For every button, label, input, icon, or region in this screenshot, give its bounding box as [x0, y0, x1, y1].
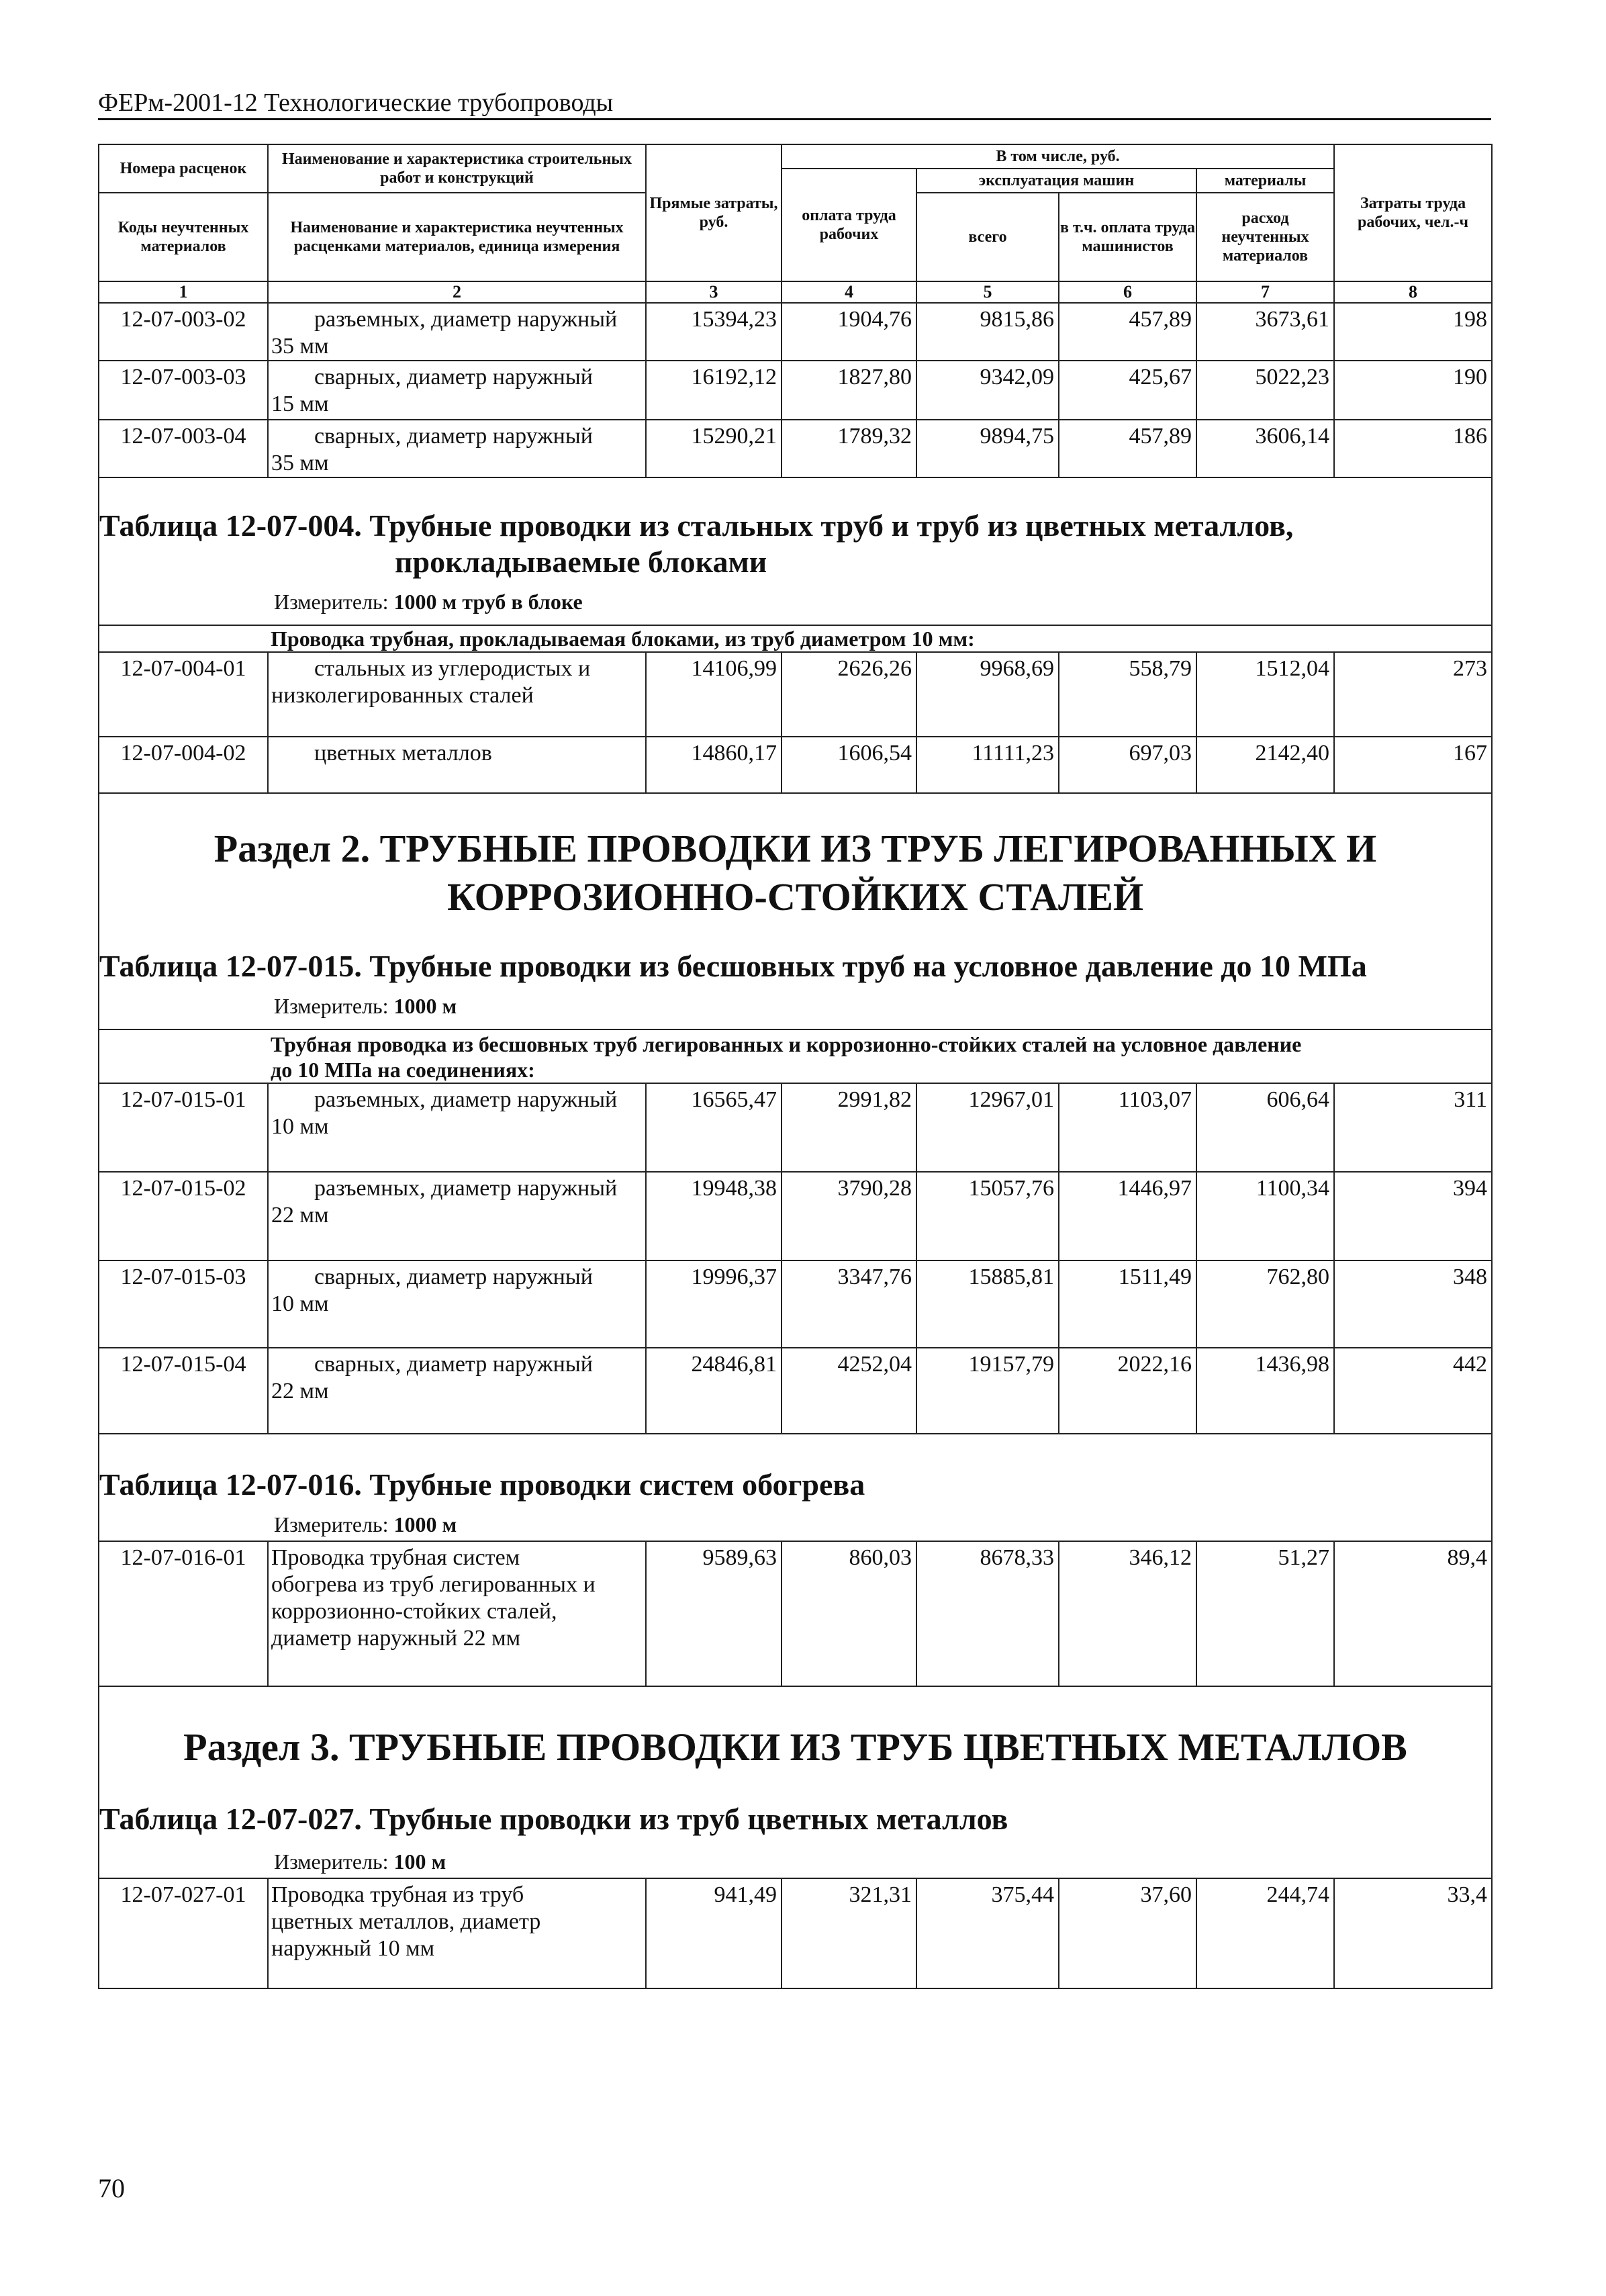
row-direct: 14860,17 — [646, 737, 782, 793]
row-code: 12-07-004-01 — [99, 652, 268, 737]
table-027-title: Таблица 12-07-027. Трубные проводки из труб цветных металлов — [99, 1802, 1008, 1836]
row-machines: 15057,76 — [916, 1172, 1059, 1260]
page-header-title: ФЕРм-2001-12 Технологические трубопроводы — [98, 89, 614, 117]
row-materials: 3606,14 — [1196, 420, 1334, 477]
row-labor: 4252,04 — [782, 1348, 916, 1434]
measure-value: 1000 м труб в блоке — [393, 590, 583, 614]
measure-label: Измеритель: — [274, 1849, 389, 1874]
row-name-line: Проводка трубная систем — [271, 1545, 520, 1570]
measure-value: 100 м — [393, 1849, 446, 1874]
row-labor: 1606,54 — [782, 737, 916, 793]
row-machinists: 457,89 — [1059, 420, 1196, 477]
row-name-line: сварных, диаметр наружный — [314, 424, 593, 449]
table-016-measure — [99, 1511, 1491, 1538]
row-name — [268, 303, 646, 361]
row-name — [268, 1878, 646, 1988]
col-num: 5 — [916, 281, 1059, 303]
row-direct: 9589,63 — [646, 1541, 782, 1686]
row-name — [268, 361, 646, 420]
row-machines: 9342,09 — [916, 361, 1059, 420]
row-labor-cost: 33,4 — [1334, 1878, 1492, 1988]
row-direct: 19948,38 — [646, 1172, 782, 1260]
row-name-line: диаметр наружный 22 мм — [271, 1626, 521, 1651]
row-code: 12-07-003-03 — [99, 361, 268, 420]
row-labor: 1904,76 — [782, 303, 916, 361]
row-name — [268, 420, 646, 477]
row-name-line: обогрева из труб легированных и — [271, 1572, 596, 1597]
header-machines: эксплуатация машин — [916, 169, 1196, 193]
row-code: 12-07-015-01 — [99, 1083, 268, 1172]
column-numbers-row — [99, 281, 1492, 303]
row-name-line: 35 мм — [271, 334, 329, 359]
row-name-line: 10 мм — [271, 1291, 329, 1316]
row-machinists: 37,60 — [1059, 1878, 1196, 1988]
header-codes-bottom: Коды неучтенных материалов — [99, 193, 268, 281]
table-004-heading — [99, 477, 1492, 625]
row-name-line: 22 мм — [271, 1203, 329, 1228]
row-code: 12-07-015-03 — [99, 1260, 268, 1348]
row-labor: 1827,80 — [782, 361, 916, 420]
row-machines: 9894,75 — [916, 420, 1059, 477]
row-labor: 321,31 — [782, 1878, 916, 1988]
header-labor-cost: Затраты труда рабочих, чел.-ч — [1334, 144, 1492, 281]
measure-value: 1000 м — [393, 994, 457, 1018]
col-num: 7 — [1196, 281, 1334, 303]
row-materials: 1100,34 — [1196, 1172, 1334, 1260]
row-labor: 3347,76 — [782, 1260, 916, 1348]
row-name-line: цветных металлов — [314, 741, 492, 766]
row-name-line: 22 мм — [271, 1379, 329, 1404]
section-2-heading — [99, 793, 1492, 1029]
section-2-title — [99, 825, 1491, 921]
header-codes-top: Номера расценок — [99, 144, 268, 193]
row-name-line: цветных металлов, диаметр — [271, 1909, 541, 1934]
row-materials: 2142,40 — [1196, 737, 1334, 793]
row-labor-cost: 186 — [1334, 420, 1492, 477]
table-row — [99, 1541, 1492, 1686]
table-row — [99, 737, 1492, 793]
row-name-line: коррозионно-стойких сталей, — [271, 1599, 557, 1624]
col-num: 4 — [782, 281, 916, 303]
table-004-subheading: Проводка трубная, прокладываемая блоками, из труб диаметром 10 мм: — [268, 625, 1492, 652]
row-code: 12-07-003-02 — [99, 303, 268, 361]
row-labor: 860,03 — [782, 1541, 916, 1686]
row-name-line: разъемных, диаметр наружный — [314, 307, 618, 332]
row-direct: 16192,12 — [646, 361, 782, 420]
row-name — [268, 1260, 646, 1348]
row-machinists: 425,67 — [1059, 361, 1196, 420]
row-labor: 2626,26 — [782, 652, 916, 737]
row-name-line: низколегированных сталей — [271, 683, 534, 708]
row-code: 12-07-003-04 — [99, 420, 268, 477]
row-name-line: сварных, диаметр наружный — [314, 365, 593, 389]
row-name — [268, 1083, 646, 1172]
measure-value: 1000 м — [393, 1512, 457, 1536]
table-015-sub-row — [99, 1029, 1492, 1083]
row-name-line: 15 мм — [271, 392, 329, 416]
table-015-title: Таблица 12-07-015. Трубные проводки из бесшовных труб на условное давление до 10 МПа — [99, 949, 1367, 983]
header-rule — [98, 118, 1491, 120]
row-machinists: 697,03 — [1059, 737, 1196, 793]
row-machines: 375,44 — [916, 1878, 1059, 1988]
header-materials-sub: расход неучтенных материалов — [1196, 193, 1334, 281]
table-row — [99, 1083, 1492, 1172]
table-row — [99, 1348, 1492, 1434]
header-machines-total: всего — [916, 193, 1059, 281]
table-016-title: Таблица 12-07-016. Трубные проводки систем обогрева — [99, 1467, 865, 1502]
row-materials: 606,64 — [1196, 1083, 1334, 1172]
row-labor-cost: 198 — [1334, 303, 1492, 361]
table-016-heading — [99, 1434, 1492, 1541]
row-materials: 5022,23 — [1196, 361, 1334, 420]
table-004-title-line1: Таблица 12-07-004. Трубные проводки из стальных труб и труб из цветных металлов, — [99, 508, 1294, 543]
row-name-line: стальных из углеродистых и — [314, 656, 591, 681]
table-row — [99, 1172, 1492, 1260]
section-2-title-line2: КОРРОЗИОННО-СТОЙКИХ СТАЛЕЙ — [446, 875, 1144, 919]
row-code: 12-07-015-04 — [99, 1348, 268, 1434]
row-materials: 51,27 — [1196, 1541, 1334, 1686]
row-machinists: 2022,16 — [1059, 1348, 1196, 1434]
rates-table — [98, 144, 1493, 1989]
row-name-line: Проводка трубная из труб — [271, 1882, 524, 1907]
row-name — [268, 1172, 646, 1260]
table-row — [99, 420, 1492, 477]
row-name-line: 10 мм — [271, 1114, 329, 1139]
table-004-title — [99, 508, 1491, 580]
row-machines: 19157,79 — [916, 1348, 1059, 1434]
row-name-line: разъемных, диаметр наружный — [314, 1087, 618, 1112]
table-015-subheading — [268, 1029, 1492, 1083]
header-labor: оплата труда рабочих — [782, 169, 916, 281]
row-materials: 1436,98 — [1196, 1348, 1334, 1434]
row-code: 12-07-004-02 — [99, 737, 268, 793]
section-3-heading — [99, 1686, 1492, 1878]
row-machinists: 1103,07 — [1059, 1083, 1196, 1172]
col-num: 8 — [1334, 281, 1492, 303]
row-direct: 24846,81 — [646, 1348, 782, 1434]
col-num: 2 — [268, 281, 646, 303]
table-row — [99, 652, 1492, 737]
header-row-1 — [99, 144, 1492, 169]
row-machines: 9815,86 — [916, 303, 1059, 361]
table-004-heading-row — [99, 477, 1492, 625]
row-materials: 3673,61 — [1196, 303, 1334, 361]
row-direct: 15290,21 — [646, 420, 782, 477]
row-name-line: наружный 10 мм — [271, 1936, 435, 1961]
row-name — [268, 652, 646, 737]
row-name-line: сварных, диаметр наружный — [314, 1352, 593, 1377]
table-row — [99, 361, 1492, 420]
row-machines: 8678,33 — [916, 1541, 1059, 1686]
table-027-measure — [99, 1848, 1491, 1875]
table-row — [99, 1878, 1492, 1988]
row-labor-cost: 442 — [1334, 1348, 1492, 1434]
row-name-line: разъемных, диаметр наружный — [314, 1176, 618, 1201]
table-016-heading-row — [99, 1434, 1492, 1541]
row-code: 12-07-027-01 — [99, 1878, 268, 1988]
row-direct: 19996,37 — [646, 1260, 782, 1348]
row-direct: 15394,23 — [646, 303, 782, 361]
row-labor-cost: 89,4 — [1334, 1541, 1492, 1686]
row-direct: 16565,47 — [646, 1083, 782, 1172]
row-direct: 14106,99 — [646, 652, 782, 737]
table-004-measure — [99, 588, 1491, 615]
measure-label: Измеритель: — [274, 994, 389, 1018]
section-2-row — [99, 793, 1492, 1029]
row-labor-cost: 311 — [1334, 1083, 1492, 1172]
table-015-measure — [99, 993, 1491, 1019]
row-machinists: 1511,49 — [1059, 1260, 1196, 1348]
row-labor-cost: 190 — [1334, 361, 1492, 420]
col-num: 6 — [1059, 281, 1196, 303]
row-materials: 762,80 — [1196, 1260, 1334, 1348]
row-labor: 2991,82 — [782, 1083, 916, 1172]
row-machinists: 558,79 — [1059, 652, 1196, 737]
header-name-top: Наименование и характеристика строительных работ и конструкций — [268, 144, 646, 193]
row-name-line: 35 мм — [271, 451, 329, 475]
col-num: 3 — [646, 281, 782, 303]
header-direct: Прямые затраты, руб. — [646, 144, 782, 281]
row-machinists: 346,12 — [1059, 1541, 1196, 1686]
row-direct: 941,49 — [646, 1878, 782, 1988]
row-machines: 15885,81 — [916, 1260, 1059, 1348]
row-labor-cost: 273 — [1334, 652, 1492, 737]
row-materials: 1512,04 — [1196, 652, 1334, 737]
row-name — [268, 1541, 646, 1686]
col-num: 1 — [99, 281, 268, 303]
row-machines: 12967,01 — [916, 1083, 1059, 1172]
row-materials: 244,74 — [1196, 1878, 1334, 1988]
header-incl: В том числе, руб. — [782, 144, 1334, 169]
table-004-title-line2: прокладываемые блоками — [395, 545, 767, 579]
header-name-bottom: Наименование и характеристика неучтенных расценками материалов, единица измерения — [268, 193, 646, 281]
table-row — [99, 303, 1492, 361]
section-3-title: Раздел 3. ТРУБНЫЕ ПРОВОДКИ ИЗ ТРУБ ЦВЕТНЫХ МЕТАЛЛОВ — [183, 1725, 1407, 1769]
table-004-sub-row — [99, 625, 1492, 652]
row-name — [268, 1348, 646, 1434]
row-name-line: сварных, диаметр наружный — [314, 1265, 593, 1289]
row-code: 12-07-015-02 — [99, 1172, 268, 1260]
row-labor: 1789,32 — [782, 420, 916, 477]
row-name — [268, 737, 646, 793]
row-labor-cost: 394 — [1334, 1172, 1492, 1260]
table-015-sub-line1: Трубная проводка из бесшовных труб легированных и коррозионно-стойких сталей на условное давление — [271, 1032, 1302, 1056]
row-labor: 3790,28 — [782, 1172, 916, 1260]
table-row — [99, 1260, 1492, 1348]
row-labor-cost: 348 — [1334, 1260, 1492, 1348]
measure-label: Измеритель: — [274, 1512, 389, 1536]
row-labor-cost: 167 — [1334, 737, 1492, 793]
table-015-sub-line2: до 10 МПа на соединениях: — [271, 1058, 535, 1082]
row-machinists: 1446,97 — [1059, 1172, 1196, 1260]
page-number: 70 — [98, 2173, 125, 2203]
row-machines: 9968,69 — [916, 652, 1059, 737]
section-2-title-line1: Раздел 2. ТРУБНЫЕ ПРОВОДКИ ИЗ ТРУБ ЛЕГИРОВАННЫХ И — [214, 827, 1377, 870]
header-materials: материалы — [1196, 169, 1334, 193]
row-code: 12-07-016-01 — [99, 1541, 268, 1686]
row-machinists: 457,89 — [1059, 303, 1196, 361]
measure-label: Измеритель: — [274, 590, 389, 614]
row-machines: 11111,23 — [916, 737, 1059, 793]
section-3-row — [99, 1686, 1492, 1878]
header-machines-incl: в т.ч. оплата труда машинистов — [1059, 193, 1196, 281]
